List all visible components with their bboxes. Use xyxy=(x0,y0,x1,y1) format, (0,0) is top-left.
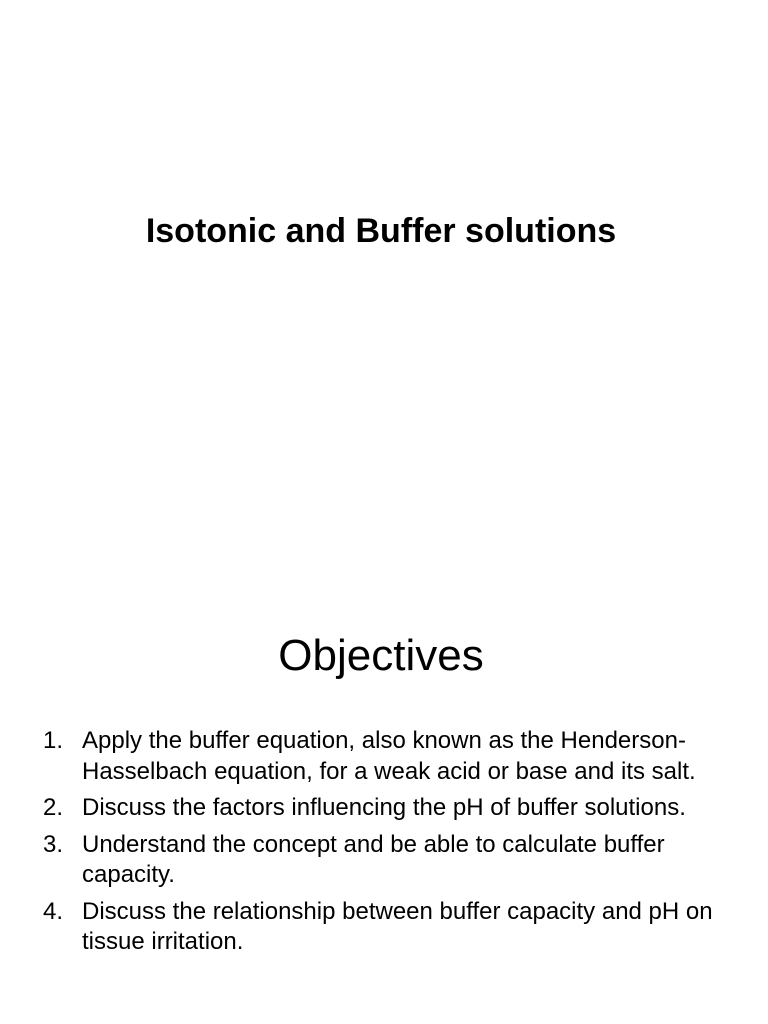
objective-item xyxy=(0,793,740,824)
objective-item xyxy=(0,830,740,891)
objectives-heading: Objectives xyxy=(278,631,484,680)
objective-number: 1. xyxy=(43,727,64,754)
objective-item xyxy=(0,726,740,787)
objective-text: Understand the concept and be able to calculate buffer capacity. xyxy=(82,830,665,888)
presentation-title: Isotonic and Buffer solutions xyxy=(145,212,617,250)
objective-number: 3. xyxy=(43,830,64,858)
objective-number: 2. xyxy=(43,794,64,821)
objective-text: Discuss the relationship between buffer capacity and pH on tissue irritation. xyxy=(82,897,713,955)
objective-number: 4. xyxy=(43,897,64,925)
objective-text: Apply the buffer equation, also known as the Henderson-Hasselbach equation, for a weak acid or base and its salt. xyxy=(82,727,696,785)
objective-item xyxy=(0,897,740,958)
objectives-slide xyxy=(0,512,768,1024)
objectives-list xyxy=(0,726,740,964)
objective-text: Discuss the factors influencing the pH of buffer solutions. xyxy=(82,794,686,821)
